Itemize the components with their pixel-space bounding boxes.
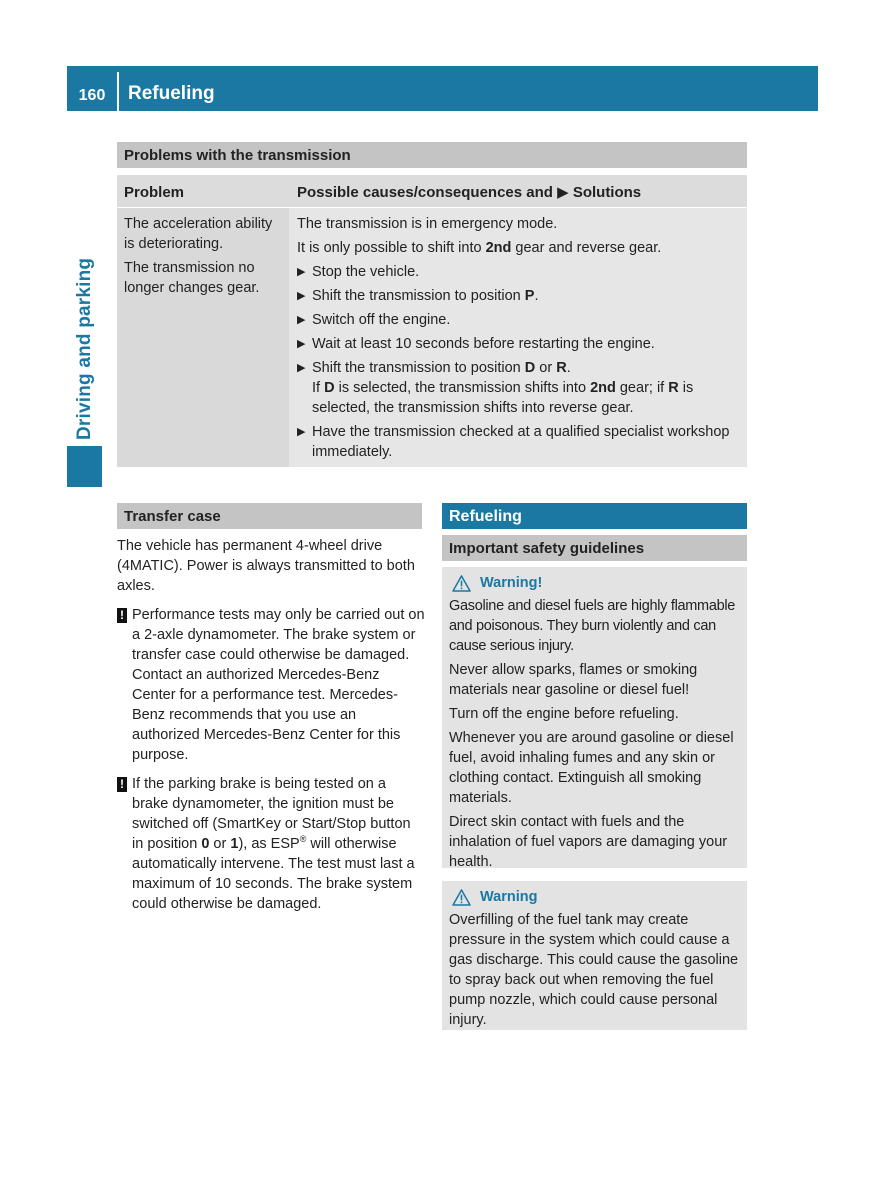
solution-step: ▶ Shift the transmission to position P. [297, 288, 539, 304]
warning-triangle-icon [452, 575, 471, 592]
problem-text: The transmission no longer changes gear. [124, 260, 260, 296]
warning-text: Whenever you are around gasoline or diesel fuel, avoid inhaling fumes and any skin or clothing contact. Extinguish all smoking materials. [449, 730, 734, 806]
play-arrow-icon: ▶ [297, 362, 306, 374]
exclamation-icon: ! [117, 608, 127, 623]
safety-guidelines-heading: Important safety guidelines [442, 535, 747, 561]
side-tab-marker [67, 446, 102, 487]
warning-text: Never allow sparks, flames or smoking materials near gasoline or diesel fuel! [449, 662, 698, 698]
cause-text: It is only possible to shift into 2nd gear and reverse gear. [297, 240, 662, 256]
warning-text: Turn off the engine before refueling. [449, 706, 679, 722]
note-paragraph: ! If the parking brake is being tested on a brake dynamometer, the ignition must be switched off (SmartKey or Start/Stop button in position 0 or 1), as ESP® will otherwise automatically intervene. The test must last a maximum of 10 seconds. The brake system could otherwise be damaged. [117, 774, 425, 914]
page-title: Refueling [128, 83, 215, 104]
column-header-causes: Possible causes/consequences and ▶ Solutions [297, 184, 642, 201]
problem-cell [117, 208, 289, 467]
play-arrow-icon: ▶ [297, 266, 306, 278]
warning-text: Gasoline and diesel fuels are highly flammable and poisonous. They burn violently and can cause serious injury. [449, 598, 736, 654]
header-divider [117, 72, 119, 111]
warning-box [442, 567, 747, 868]
table-title: Problems with the transmission [117, 142, 747, 168]
warning-heading: Warning [449, 887, 740, 907]
warning-box [442, 881, 747, 1030]
solution-step: ▶ Shift the transmission to position D or R. If D is selected, the transmission shifts into 2nd gear; if R is selected, the transmission shifts into reverse gear. [297, 360, 694, 416]
note-paragraph: ! Performance tests may only be carried out on a 2-axle dynamometer. The brake system or transfer case could otherwise be damaged. Contact an authorized Mercedes-Benz Center for a performance test. Mercedes-Benz recommends that you use an authorized Mercedes-Benz Center for this purpose. [117, 605, 425, 765]
warning-triangle-icon [452, 889, 471, 906]
warning-text: Overfilling of the fuel tank may create pressure in the system which could cause a gas discharge. This could cause the gasoline to spray back out when removing the fuel pump nozzle, which could cause personal injury. [449, 912, 739, 1028]
play-arrow-icon: ▶ [297, 426, 306, 438]
causes-cell [290, 208, 747, 467]
play-arrow-icon: ▶ [297, 338, 306, 350]
warning-text: Direct skin contact with fuels and the inhalation of fuel vapors are damaging your health. [449, 814, 728, 870]
side-section-label: Driving and parking [74, 257, 95, 440]
transfer-case-heading: Transfer case [117, 503, 422, 529]
exclamation-icon: ! [117, 777, 127, 792]
page-number: 160 [78, 87, 106, 104]
transfer-case-intro: The vehicle has permanent 4-wheel drive (4MATIC). Power is always transmitted to both axles. [117, 538, 415, 594]
warning-heading: Warning! [449, 573, 740, 593]
cause-text: The transmission is in emergency mode. [297, 216, 558, 232]
solution-step: ▶ Stop the vehicle. [297, 264, 420, 280]
solution-step: ▶ Switch off the engine. [297, 312, 451, 328]
problem-text: The acceleration ability is deteriorating. [124, 216, 273, 252]
play-arrow-icon: ▶ [297, 314, 306, 326]
transfer-case-body [117, 536, 425, 914]
table-header [117, 175, 747, 207]
column-header-problem: Problem [124, 184, 185, 201]
table-row [117, 208, 747, 467]
play-arrow-icon: ▶ [297, 290, 306, 302]
solution-step: ▶ Wait at least 10 seconds before restarting the engine. [297, 336, 655, 352]
solution-step: ▶ Have the transmission checked at a qualified specialist workshop immediately. [297, 424, 730, 460]
refueling-heading: Refueling [442, 503, 747, 529]
